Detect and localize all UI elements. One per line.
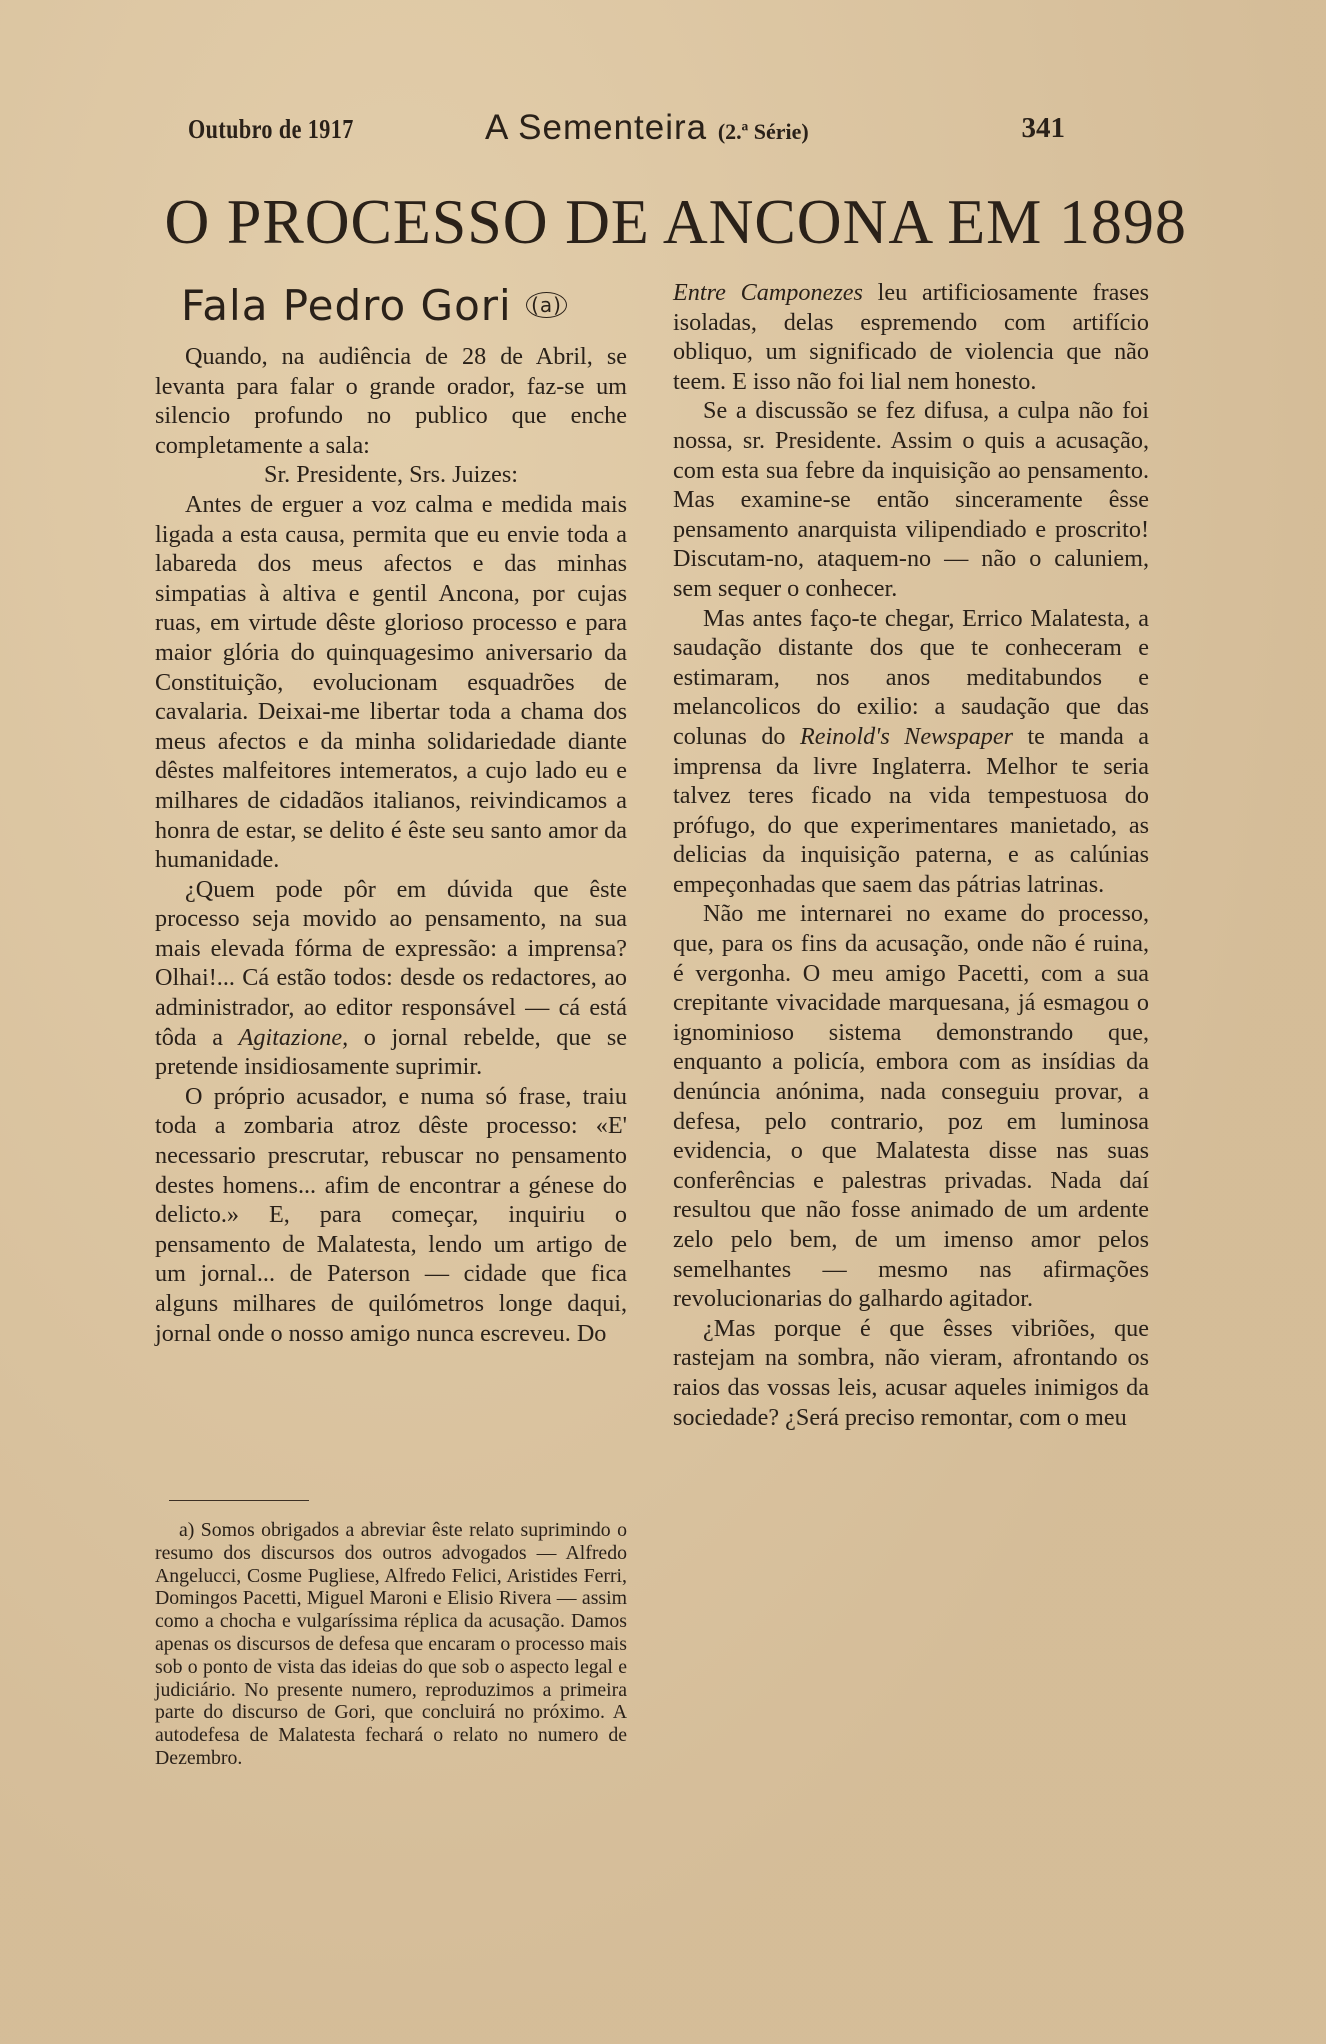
paragraph-6: Não me internarei no exame do processo, que, para os fins da acusação, onde não é ruina, é vergonha. O meu amigo Pacetti, com a sua crepitante vivacidade marquesana, já esmagou o ignominioso sistema demonstrando que, enquanto a policía, embora com as insídias da denúncia anónima, nada conseguiu provar, a defesa, pelo contrario, poz em luminosa evidencia, o que Malatesta disse nas suas conferências e palestras privadas. Nada daí resultou que não fosse animado de um ardente zelo pelo bem, de um imenso amor pelos semelhantes — mesmo nas afirmações revolucionarias do galhardo agitador.	[673, 900, 1149, 1313]
footnote-area	[155, 1478, 627, 1770]
paragraph-2	[155, 875, 627, 1082]
paragraph-3	[155, 1082, 627, 1348]
issue-date: Outubro de 1917	[188, 114, 354, 144]
subtitle-text: Fala Pedro Gori	[181, 281, 512, 330]
journal-name: A Sementeira	[485, 108, 708, 147]
p2-text: ¿Quem pode pôr em dúvida que êste processo seja movido ao pensamento, na sua mais elevada fórma de expressão: a imprensa? Olhai!... Cá estão todos: desde os redactores, ao administrador, ao editor responsável — cá está tôda a	[155, 875, 627, 1051]
footnote-marker: (a)	[526, 292, 567, 318]
salutation: Sr. Presidente, Srs. Juizes:	[264, 461, 518, 489]
paragraph-5	[673, 604, 1149, 900]
p2-italic: Agitazione,	[238, 1023, 349, 1051]
page-number: 341	[1021, 112, 1065, 144]
left-column	[155, 278, 627, 1348]
article-title: O PROCESSO DE ANCONA EM 1898	[164, 186, 1187, 257]
footnote	[155, 1519, 627, 1770]
series-label: (2.ª Série)	[717, 119, 809, 144]
paragraph-3-cont	[673, 278, 1149, 396]
paragraph-1: Antes de erguer a voz calma e medida mais ligada a esta causa, permita que eu envie toda a labareda dos meus afectos e das minhas simpatias à altiva e gentil Ancona, por cujas ruas, em virtude dêste glorioso processo e para maior glória do quinquagesimo aniversario da Constituição, evolucionam esquadrões de cavalaria. Deixai-me libertar toda a chama dos meus afectos e da minha solidariedade diante dêstes malfeitores intemeratos, a cujo lado eu e milhares de cidadãos italianos, reivindicamos a honra de estar, se delito é êste seu santo amor da humanidade.	[155, 490, 627, 874]
p2-text-end: o jornal rebelde, que se pretende insidiosamente suprimir.	[155, 1023, 627, 1081]
paragraph-7: ¿Mas porque é que êsses vibriões, que rastejam na sombra, não vieram, afrontando os raios das vossas leis, acusar aqueles inimigos da sociedade? ¿Será preciso remontar, com o meu	[673, 1314, 1149, 1431]
p3-text-end: leu artificiosamente frases isoladas, delas espremendo com artifício obliquo, um significado de violencia que não teem. E isso não foi lial nem honesto.	[673, 279, 1149, 395]
paragraph-4: Se a discussão se fez difusa, a culpa não foi nossa, sr. Presidente. Assim o quis a acusação, com esta sua febre da inquisição ao pensamento. Mas examine-se então sinceramente êsse pensamento anarquista vilipendiado e proscrito! Discutam-no, ataquem-no — não o caluniem, sem sequer o conhecer.	[673, 397, 1149, 602]
footnote-rule	[169, 1500, 309, 1501]
footnote-text: a) Somos obrigados a abreviar êste relato suprimindo o resumo dos discursos dos outros advogados — Alfredo Angelucci, Cosme Pugliese, Alfredo Felici, Aristides Ferri, Domingos Pacetti, Miguel Maroni e Elisio Rivera — assim como a chocha e vulgaríssima réplica da acusação. Damos apenas os discursos de defesa que encaram o processo mais sob o ponto de vista das ideias do que sob o aspecto legal e judiciário. No presente numero, reproduzimos a primeira parte do discurso de Gori, que concluirá no próximo. A autodefesa de Malatesta fechará o relato no numero de Dezembro.	[155, 1519, 627, 1769]
intro-paragraph: Quando, na audiência de 28 de Abril, se levanta para falar o grande orador, faz-se um silencio profundo no publico que enche completamente a sala:	[155, 343, 627, 459]
p5-text-end: te manda a imprensa da livre Inglaterra. Melhor te seria talvez teres ficado na vida tempestuosa do prófugo, do que experimentares manietado, as delicias da inquisição paterna, e as calúnias empeçonhadas que saem das pátrias latrinas.	[673, 722, 1149, 898]
p3-italic: Entre Camponezes	[673, 279, 863, 306]
p5-text: Mas antes faço-te chegar, Errico Malatesta, a saudação distante dos que te conheceram e estimaram, nos anos meditabundos e melancolicos do exilio: a saudação que das colunas do	[673, 604, 1149, 750]
p5-italic: Reinold's Newspaper	[799, 722, 1014, 750]
right-column	[673, 278, 1149, 1432]
article-subtitle	[181, 280, 627, 342]
p3-text: O próprio acusador, e numa só frase, traiu toda a zombaria atroz dêste processo: «E' necessario prescrutar, rebuscar no pensamento destes homens... afim de encontrar a génese do delicto.» E, para começar, inquiriu o pensamento de Malatesta, lendo um artigo de um jornal... de Paterson — cidade que fica alguns milhares de quilómetros longe daqui, jornal onde o nosso amigo nunca escreveu. Do	[155, 1082, 627, 1347]
running-head	[150, 108, 1110, 148]
journal-title	[485, 108, 809, 148]
